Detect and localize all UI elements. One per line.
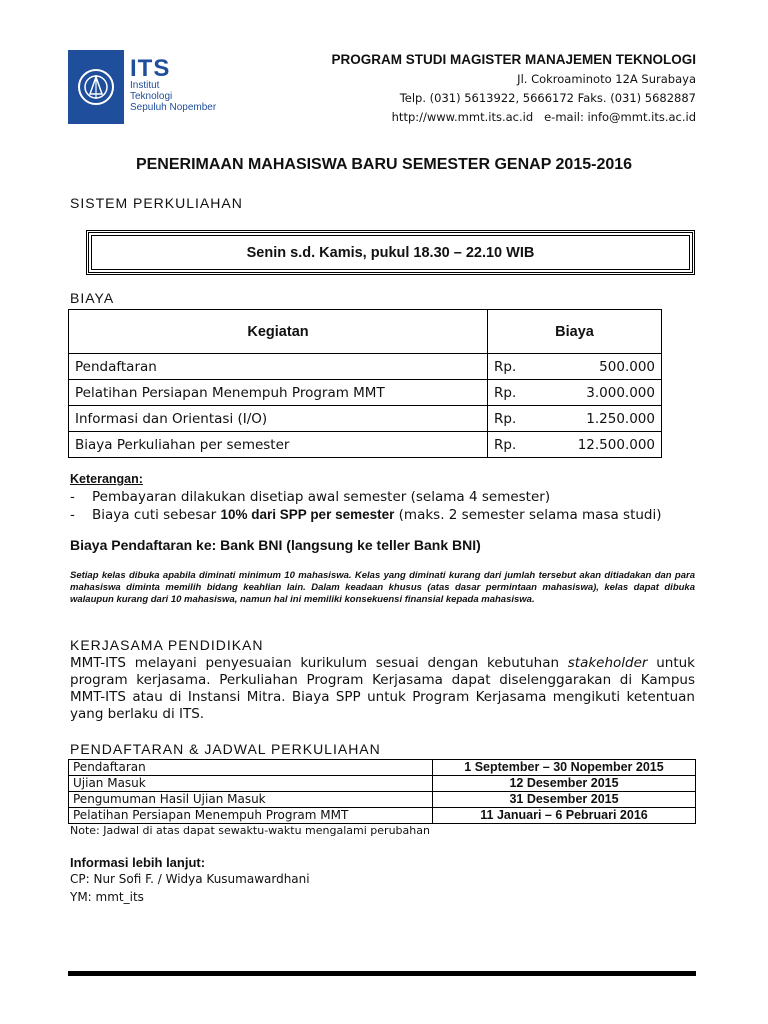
page-title: PENERIMAAN MAHASISWA BARU SEMESTER GENAP 2015-2016 <box>135 156 633 173</box>
jadwal-table <box>68 759 696 824</box>
fee-currency: Rp. <box>494 410 517 427</box>
list-item: - Pembayaran dilakukan disetiap awal semester (selama 4 semester) <box>70 489 551 505</box>
fee-item: Pendaftaran <box>69 354 488 380</box>
keterangan-list <box>70 488 662 524</box>
fee-item: Informasi dan Orientasi (I/O) <box>69 406 488 432</box>
jadwal-date: 12 Desember 2015 <box>433 776 696 792</box>
bottom-divider <box>68 971 696 976</box>
logo-emblem-icon <box>68 50 124 124</box>
fee-item: Biaya Perkuliahan per semester <box>69 432 488 458</box>
table-row <box>69 432 662 458</box>
table-row <box>69 808 696 824</box>
jadwal-date: 31 Desember 2015 <box>433 792 696 808</box>
table-row <box>69 380 662 406</box>
bank-info: Biaya Pendaftaran ke: Bank BNI (langsung ke teller Bank BNI) <box>70 537 481 553</box>
col-kegiatan: Kegiatan <box>69 310 488 354</box>
logo-sub-3: Sepuluh Nopember <box>130 102 217 113</box>
web-email: http://www.mmt.its.ac.id e-mail: info@mmt.its.ac.id <box>391 110 696 124</box>
schedule-box <box>86 230 695 275</box>
yahoo-messenger: YM: mmt_its <box>70 890 144 904</box>
table-row <box>69 406 662 432</box>
kerjasama-heading: KERJASAMA PENDIDIKAN <box>70 637 264 653</box>
kelas-note: Setiap kelas dibuka apabila diminati minimum 10 mahasiswa. Kelas yang diminati kurang dari jumlah tersebut akan ditiadakan dan para mahasiswa diminta memilih bidang keahlian lain. Dalam keadaan khusus (atas dasar permintaan mahasiswa), kelas dapat dibuka walaupun kurang dari 10 mahasiswa, namun hal ini memiliki konsekuensi finansial kepada mahasiswa. <box>70 570 695 605</box>
contact-person: CP: Nur Sofi F. / Widya Kusumawardhani <box>70 872 310 886</box>
jadwal-date: 11 Januari – 6 Pebruari 2016 <box>433 808 696 824</box>
its-logo <box>68 50 222 124</box>
address: Jl. Cokroaminoto 12A Surabaya <box>517 72 696 86</box>
fee-amount: 1.250.000 <box>586 410 655 427</box>
fee-currency: Rp. <box>494 436 517 453</box>
program-name: PROGRAM STUDI MAGISTER MANAJEMEN TEKNOLOGI <box>331 52 696 67</box>
phone: Telp. (031) 5613922, 5666172 Faks. (031) 5682887 <box>399 91 696 105</box>
fee-item: Pelatihan Persiapan Menempuh Program MMT <box>69 380 488 406</box>
sistem-heading: SISTEM PERKULIAHAN <box>70 195 243 211</box>
logo-sub-1: Institut <box>130 80 160 91</box>
kerjasama-text: MMT-ITS melayani penyesuaian kurikulum sesuai dengan kebutuhan stakeholder untuk program kerjasama. Perkuliahan Program Kerjasama dapat diselenggarakan di Kampus MMT-ITS atau di Instansi Mitra. Biaya SPP untuk Program Kerjasama mengikuti ketentuan yang berlaku di ITS. <box>70 655 695 722</box>
jadwal-item: Pelatihan Persiapan Menempuh Program MMT <box>69 808 433 824</box>
jadwal-item: Pendaftaran <box>69 760 433 776</box>
letterhead <box>331 50 696 127</box>
logo-wordmark: ITS <box>130 55 171 82</box>
fee-currency: Rp. <box>494 384 517 401</box>
biaya-heading: BIAYA <box>70 290 115 306</box>
jadwal-item: Pengumuman Hasil Ujian Masuk <box>69 792 433 808</box>
fee-amount: 12.500.000 <box>577 436 655 453</box>
fee-currency: Rp. <box>494 358 517 375</box>
table-row <box>69 760 696 776</box>
logo-sub-2: Teknologi <box>130 91 173 102</box>
table-row <box>69 354 662 380</box>
fee-amount: 500.000 <box>599 358 655 375</box>
jadwal-date: 1 September – 30 Nopember 2015 <box>433 760 696 776</box>
fee-header-row <box>69 310 662 354</box>
jadwal-item: Ujian Masuk <box>69 776 433 792</box>
table-row <box>69 792 696 808</box>
keterangan-heading: Keterangan: <box>70 472 143 486</box>
table-row <box>69 776 696 792</box>
list-item: - Biaya cuti sebesar 10% dari SPP per semester (maks. 2 semester selama masa studi) <box>70 507 662 523</box>
jadwal-heading: PENDAFTARAN & JADWAL PERKULIAHAN <box>70 741 381 757</box>
info-heading: Informasi lebih lanjut: <box>70 855 206 870</box>
col-biaya: Biaya <box>488 310 662 354</box>
fee-table <box>68 309 662 458</box>
jadwal-note: Note: Jadwal di atas dapat sewaktu-waktu mengalami perubahan <box>70 824 430 837</box>
fee-amount: 3.000.000 <box>586 384 655 401</box>
schedule-text: Senin s.d. Kamis, pukul 18.30 – 22.10 WIB <box>91 235 690 270</box>
